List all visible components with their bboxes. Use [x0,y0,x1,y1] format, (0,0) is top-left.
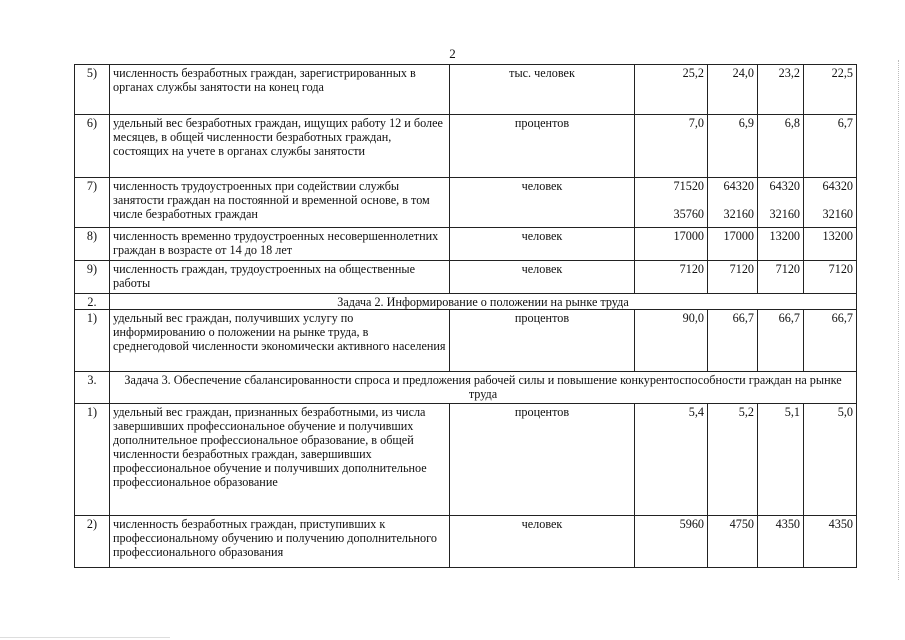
section-title: Задача 2. Информирование о положении на рынке труда [110,294,857,310]
table-row [75,65,857,115]
value-cell: 4350 [758,516,804,568]
value-cell: 66,7 [804,310,857,372]
page-number: 2 [449,46,456,61]
table-row [75,261,857,294]
value-cell [635,178,708,228]
value-cell: 6,9 [708,115,758,178]
value-unemployed: 32160 [723,207,754,221]
value-cell: 13200 [758,228,804,261]
value-cell [758,178,804,228]
indicator-text: удельный вес граждан, получивших услугу по информированию о положении на рынке труда, в среднегодовой численности экономически активного населения [110,310,450,372]
value-total: 64320 [822,179,853,193]
indicator-text: удельный вес безработных граждан, ищущих работу 12 и более месяцев, в общей численности безработных граждан, состоящих на учете в органах службы занятости [110,115,450,178]
table-row [75,404,857,516]
unit-cell: человек [450,178,635,228]
value-cell: 5,4 [635,404,708,516]
row-number: 7) [75,178,110,228]
value-cell: 90,0 [635,310,708,372]
value-unemployed: 32160 [769,207,800,221]
row-number: 8) [75,228,110,261]
indicator-text: численность трудоустроенных при содействии службы занятости граждан на постоянной и временной основе, в том числе безработных граждан [110,178,450,228]
section-title: Задача 3. Обеспечение сбалансированности спроса и предложения рабочей силы и повышение конкурентоспособности граждан на рынке труда [110,372,857,404]
value-cell: 7120 [758,261,804,294]
row-number: 6) [75,115,110,178]
unit-cell: человек [450,261,635,294]
indicator-text: численность временно трудоустроенных несовершеннолетних граждан в возрасте от 14 до 18 лет [110,228,450,261]
table-row [75,310,857,372]
row-number: 1) [75,404,110,516]
value-cell [804,178,857,228]
value-cell: 7,0 [635,115,708,178]
value-cell: 5,2 [708,404,758,516]
value-cell: 17000 [708,228,758,261]
row-number: 2) [75,516,110,568]
unit-cell: процентов [450,404,635,516]
unit-cell: процентов [450,310,635,372]
indicator-text: численность граждан, трудоустроенных на общественные работы [110,261,450,294]
value-cell: 23,2 [758,65,804,115]
row-number: 1) [75,310,110,372]
value-cell: 66,7 [708,310,758,372]
scan-edge-mark [897,60,899,580]
indicator-text: численность безработных граждан, зарегистрированных в органах службы занятости на конец года [110,65,450,115]
value-cell: 5960 [635,516,708,568]
value-cell: 7120 [804,261,857,294]
indicators-table [74,64,857,568]
value-total: 71520 [673,179,704,193]
value-cell: 6,8 [758,115,804,178]
value-cell: 7120 [708,261,758,294]
value-cell: 5,0 [804,404,857,516]
section-row [75,294,857,310]
unit-cell: человек [450,228,635,261]
row-number: 9) [75,261,110,294]
section-number: 3. [75,372,110,404]
value-cell: 4350 [804,516,857,568]
value-cell: 22,5 [804,65,857,115]
unit-cell: процентов [450,115,635,178]
value-unemployed: 35760 [673,207,704,221]
table-row [75,178,857,228]
table-row [75,228,857,261]
value-cell [708,178,758,228]
indicator-text: удельный вес граждан, признанных безработными, из числа завершивших профессиональное обучение и получивших дополнительное профессиональное образование, в общей численности безработных граждан, завершивших профессиональное обучение и получивших дополнительное профессиональное образование [110,404,450,516]
value-cell: 7120 [635,261,708,294]
section-number: 2. [75,294,110,310]
value-total: 64320 [769,179,800,193]
value-cell: 24,0 [708,65,758,115]
table-row [75,516,857,568]
value-cell: 4750 [708,516,758,568]
value-cell: 13200 [804,228,857,261]
value-cell: 66,7 [758,310,804,372]
value-cell: 6,7 [804,115,857,178]
value-cell: 5,1 [758,404,804,516]
row-number: 5) [75,65,110,115]
value-cell: 17000 [635,228,708,261]
value-unemployed: 32160 [822,207,853,221]
table-row [75,115,857,178]
value-total: 64320 [723,179,754,193]
unit-cell: человек [450,516,635,568]
scan-bottom-mark [0,637,170,638]
indicator-text: численность безработных граждан, приступивших к профессиональному обучению и получению дополнительного профессионального образования [110,516,450,568]
section-row [75,372,857,404]
unit-cell: тыс. человек [450,65,635,115]
value-cell: 25,2 [635,65,708,115]
